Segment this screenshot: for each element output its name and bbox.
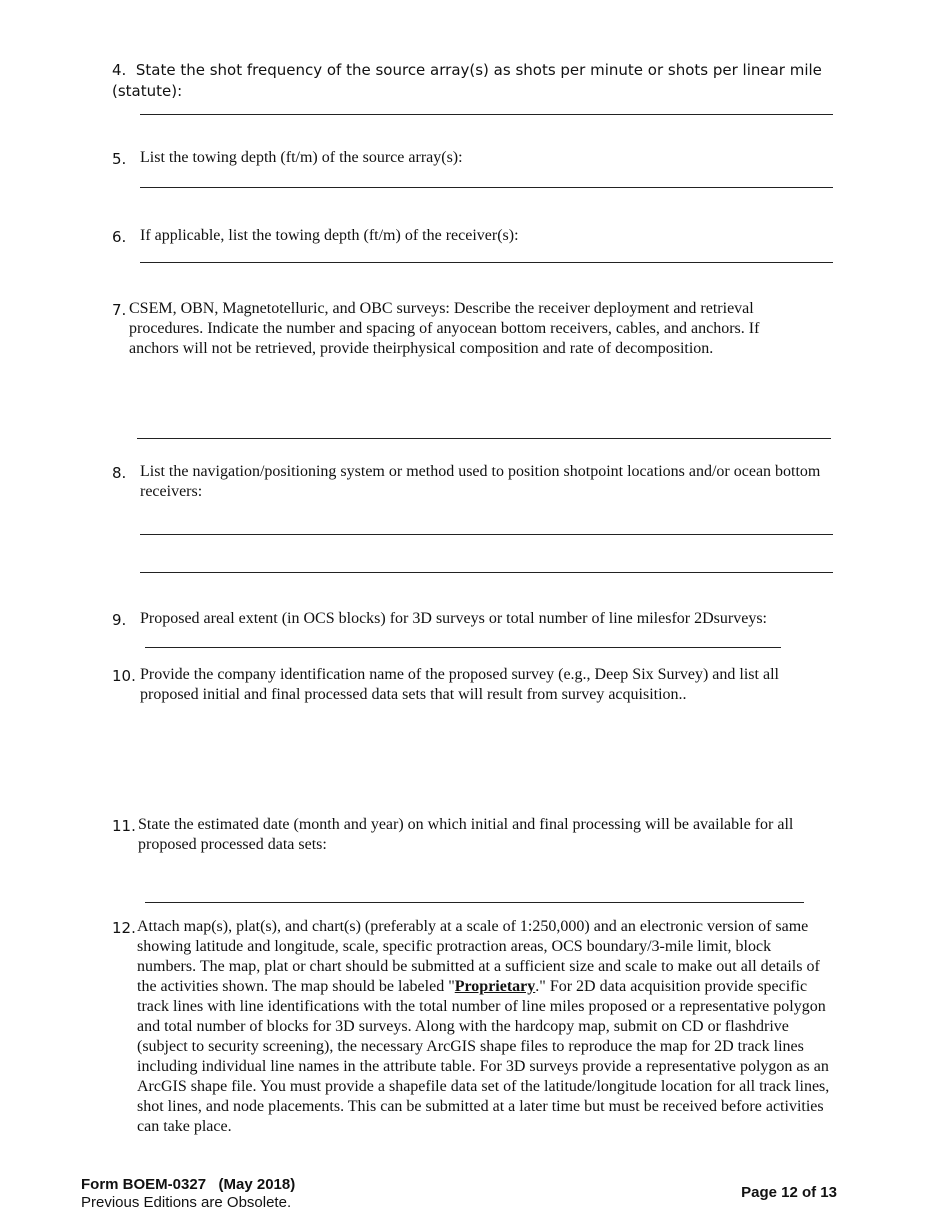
- question-text: If applicable, list the towing depth (ft/m) of the receiver(s):: [140, 227, 519, 244]
- answer-line-9[interactable]: [145, 647, 781, 648]
- question-text: List the towing depth (ft/m) of the source array(s):: [140, 149, 463, 166]
- question-text: [137, 917, 830, 1137]
- question-number: 8.: [112, 464, 127, 482]
- answer-line-4[interactable]: [140, 114, 833, 115]
- question-text-before: Attach map(s), plat(s), and chart(s) (preferably at a scale of 1:250,000) and an electronic version of same showing latitude and longitude, scale, specific protraction areas, OCS boundary/3-mile limit, block numbers. The map, plat or chart should be submitted at a sufficient size and scale to make out all details of the activities shown. The map should be labeled ": [137, 918, 820, 995]
- obsolete-note: Previous Editions are Obsolete.: [81, 1194, 292, 1211]
- question-number: 6.: [112, 228, 127, 246]
- question-number: 10.: [112, 667, 136, 685]
- form-id: Form BOEM-0327 (May 2018): [81, 1176, 296, 1193]
- answer-line-6[interactable]: [140, 262, 833, 263]
- question-text: Provide the company identification name of the proposed survey (e.g., Deep Six Survey) and list all proposed initial and final processed data sets that will result from survey acquisition..: [140, 666, 779, 703]
- question-number: 7.: [112, 301, 127, 319]
- answer-line-8b[interactable]: [140, 572, 833, 573]
- question-number: 4.: [112, 61, 127, 79]
- question-text: Proposed areal extent (in OCS blocks) for 3D surveys or total number of line milesfor 2Dsurveys:: [140, 610, 767, 627]
- question-text: State the shot frequency of the source array(s) as shots per minute or shots per linear mile (statute):: [112, 61, 822, 100]
- question-text: List the navigation/positioning system or method used to position shotpoint locations and/or ocean bottom receivers:: [140, 463, 821, 500]
- answer-line-8a[interactable]: [140, 534, 833, 535]
- question-number: 5.: [112, 150, 127, 168]
- question-number: 11.: [112, 817, 136, 835]
- answer-line-11[interactable]: [145, 902, 804, 903]
- answer-line-7[interactable]: [137, 438, 831, 439]
- page-number: Page 12 of 13: [741, 1184, 837, 1201]
- proprietary-label: Proprietary: [454, 978, 536, 995]
- question-text: CSEM, OBN, Magnetotelluric, and OBC surveys: Describe the receiver deployment and retrieval procedures. Indicate the number and spacing of anyocean bottom receivers, cables, and anchors. If anchors will not be retrieved, provide theirphysical composition and rate of decomposition.: [129, 300, 760, 357]
- answer-line-5[interactable]: [140, 187, 833, 188]
- question-text: State the estimated date (month and year) on which initial and final processing will be available for all proposed processed data sets:: [138, 816, 794, 853]
- question-number: 12.: [112, 919, 136, 937]
- question-text-after: ." For 2D data acquisition provide specific track lines with line identifications with the total number of line miles proposed or a representative polygon and total number of blocks for 3D surveys. Along with the hardcopy map, submit on CD or flashdrive (subject to security screening), the necessary ArcGIS shape files to reproduce the map for 2D track lines including individual line names in the attribute table. For 3D surveys provide a representative polygon as an ArcGIS shape file. You must provide a shapefile data set of the latitude/longitude location for all track lines, shot lines, and node placements. This can be submitted at a later time but must be received before activities can take place.: [137, 978, 830, 1135]
- question-4: [112, 60, 832, 102]
- question-number: 9.: [112, 611, 127, 629]
